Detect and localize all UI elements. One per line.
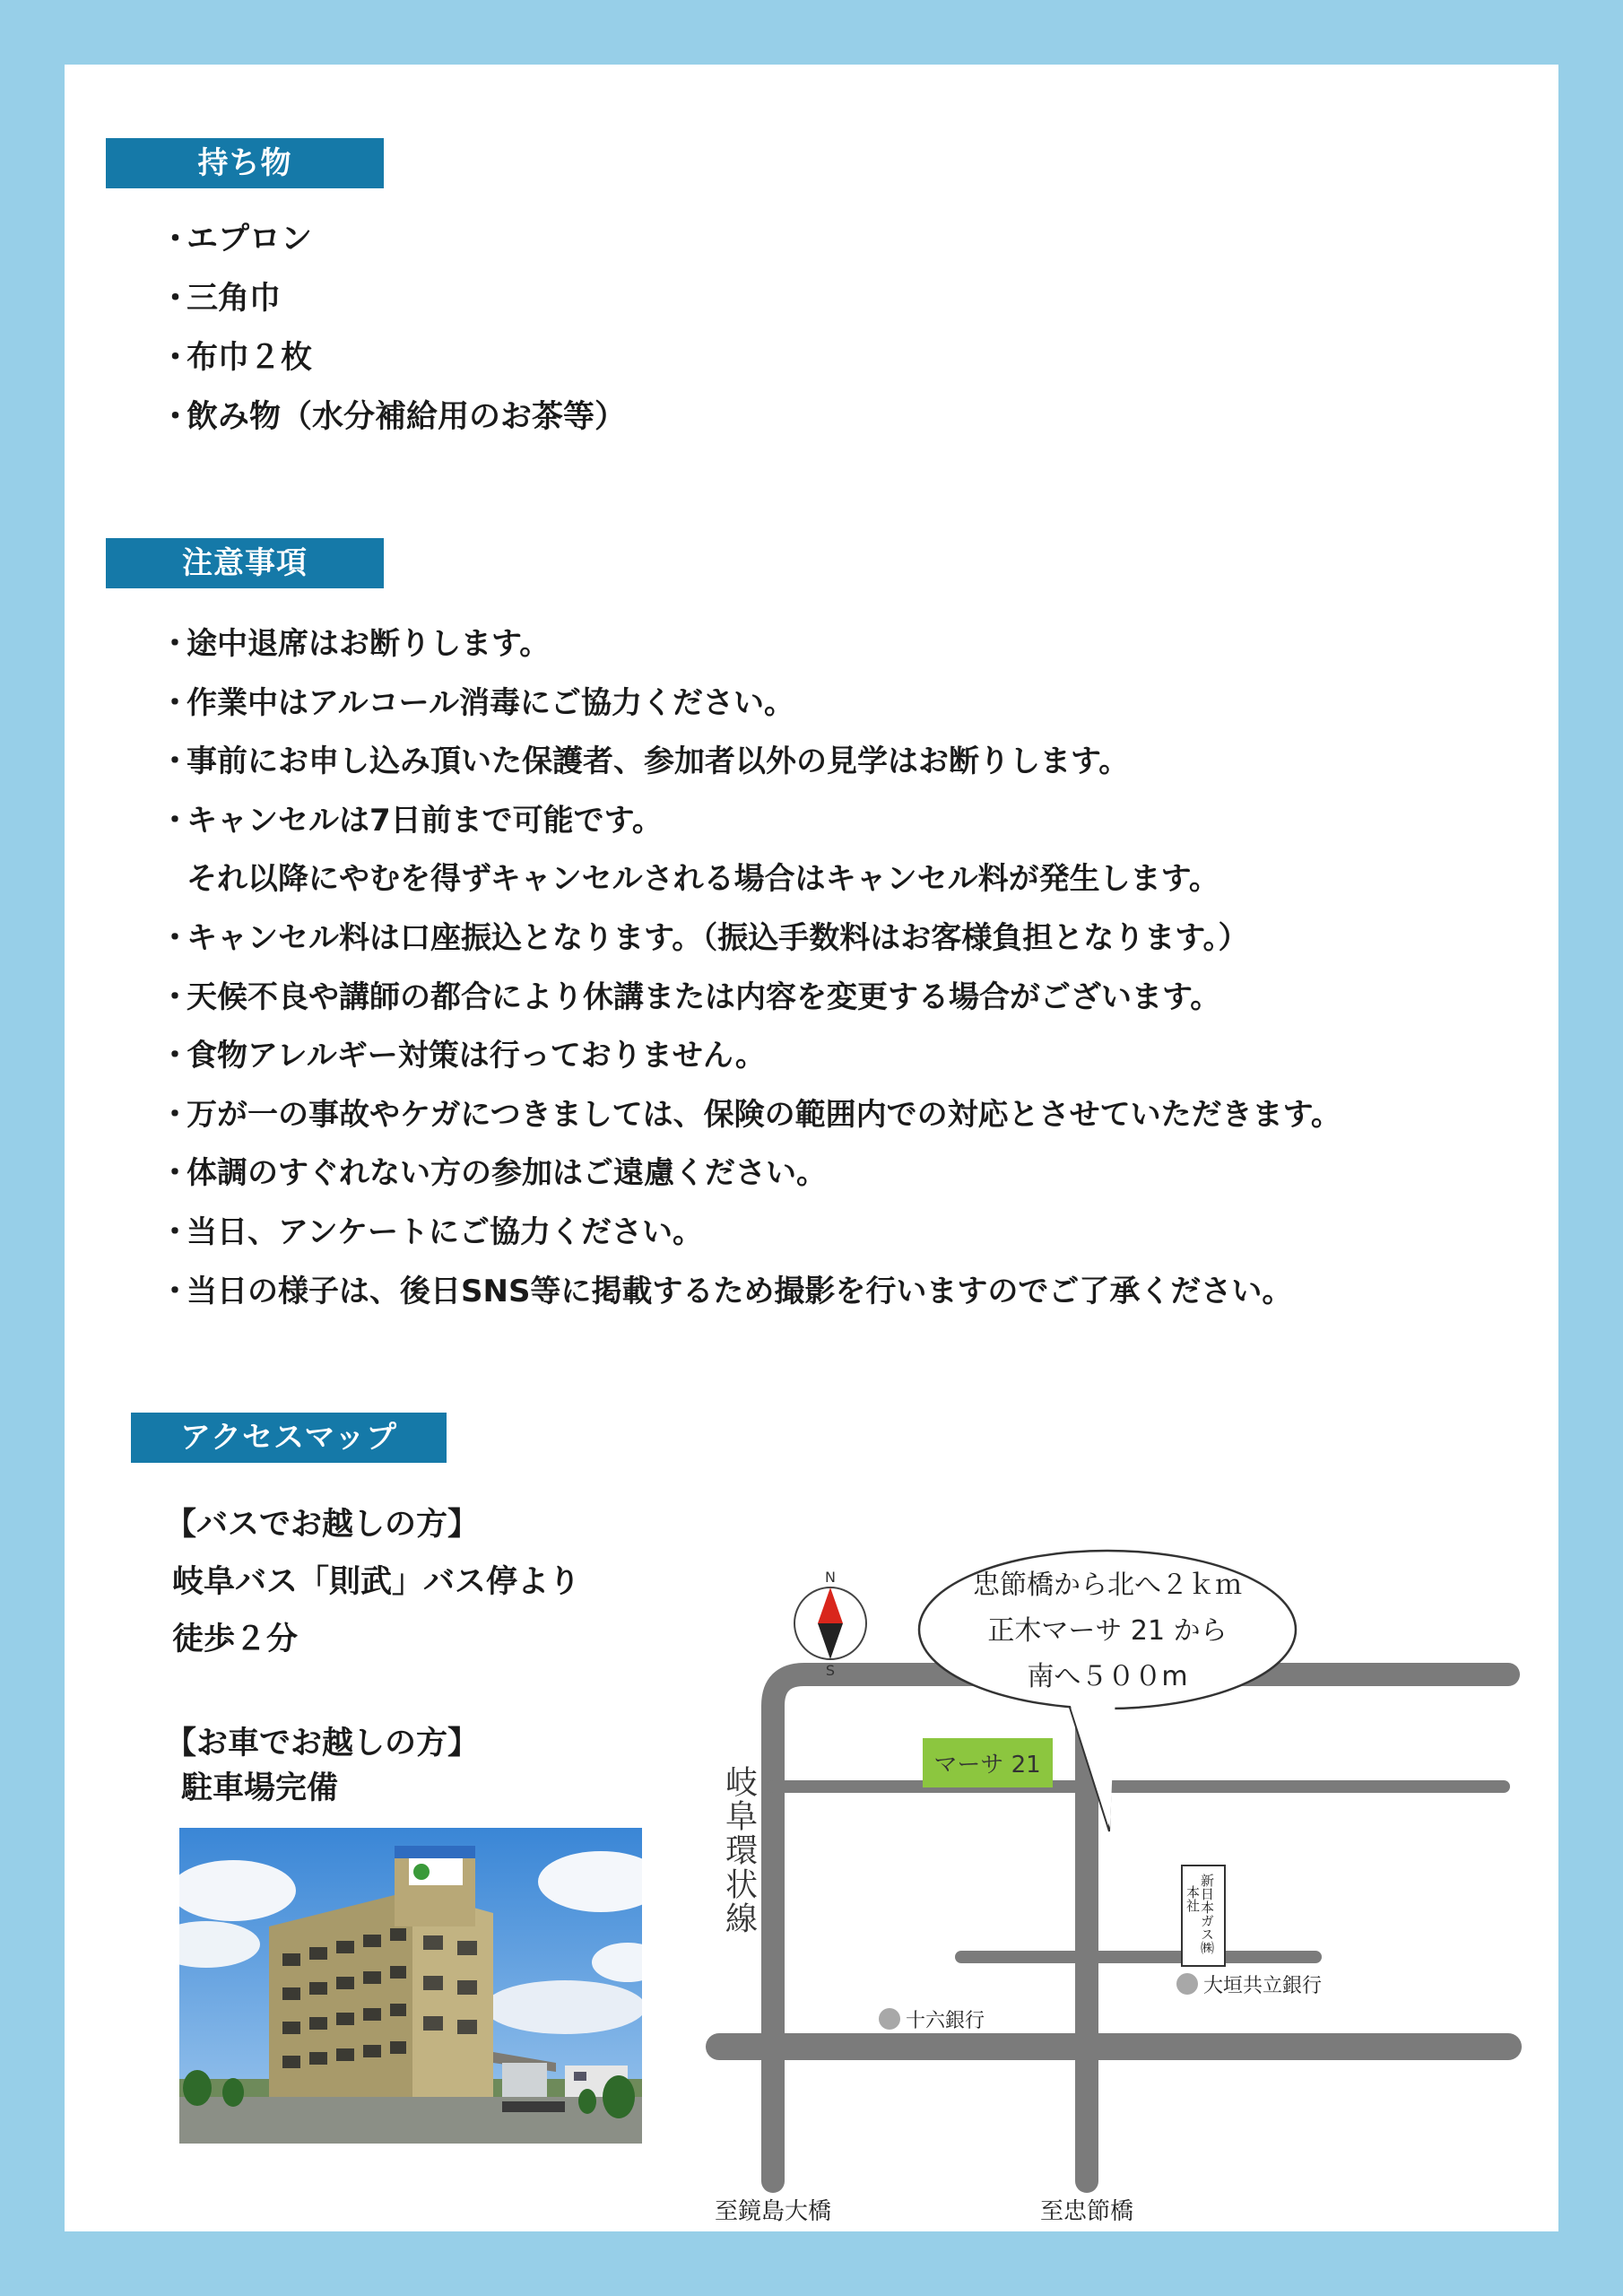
bubble-line-2: 正木マーサ 21 から [987,1615,1228,1647]
car-line-1: 駐車場完備 [181,1770,339,1806]
bullet-dot: ・ [160,802,190,839]
bus-title: 【バスでお越しの方】 [165,1507,480,1543]
list-item [160,1086,1341,1145]
notes-section-header: 注意事項 [106,538,384,588]
list-item [160,1027,1341,1086]
compass-north-label: N [825,1569,836,1586]
bullet-dot: ・ [160,1096,190,1133]
bullet-dot: ・ [160,978,190,1015]
bus-line-1: 岐阜バス「則武」バス停より [172,1564,581,1600]
bullet-dot: ・ [160,1155,190,1192]
list-item-text: 食物アレルギー対策は行っておりません。 [187,1038,766,1074]
list-item [160,1144,1341,1204]
company-label-name: 新日本ガス㈱ [1199,1874,1215,1954]
list-item-text: 当日、アンケートにご協力ください。 [187,1213,703,1250]
list-item-text: 事前にお申し込み頂いた保護者、参加者以外の見学はお断りします。 [187,744,1130,780]
list-item [160,733,1341,792]
list-item [160,387,626,447]
bubble-line-1: 忠節橋から北へ２ｋｍ [973,1570,1242,1601]
company-marker [1182,1866,1225,1966]
marsa21-landmark [923,1738,1053,1787]
bullet-dot: ・ [160,399,192,435]
marsa21-label: マーサ 21 [933,1752,1041,1779]
car-title: 【お車でお越しの方】 [165,1726,480,1761]
building-photo [179,1828,642,2144]
bank-ogaki-label: 大垣共立銀行 [1203,1975,1323,1997]
bullet-dot: ・ [160,626,190,662]
access-map [701,1491,1580,2235]
list-item-text: 万が一の事故やケガにつきましては、保険の範囲内での対応とさせていただきます。 [187,1096,1341,1133]
list-item-text: 当日の様子は、後日SNS等に掲載するため撮影を行いますのでご了承ください。 [187,1273,1293,1309]
destination-right: 至忠節橋 [1039,2198,1134,2225]
list-item-text: 天候不良や講師の都合により休講または内容を変更する場合がございます。 [187,978,1221,1015]
bullet-dot: ・ [160,281,192,317]
list-item-text: キャンセル料は口座振込となります。（振込手数料はお客様負担となります。） [187,919,1249,956]
destination-left: 至鏡島大橋 [714,2198,832,2225]
bus-line-2: 徒歩２分 [172,1622,299,1657]
list-item-text: 布巾２枚 [187,340,313,376]
compass-icon [794,1569,866,1679]
list-item-text: 体調のすぐれない方の参加はご遠慮ください。 [187,1155,827,1192]
list-item-text: 途中退席はお断りします。 [187,626,551,662]
bullet-dot: ・ [160,684,190,721]
items-section-header: 持ち物 [106,138,384,188]
items-list [160,210,626,447]
bullet-dot: ・ [160,1213,190,1250]
bullet-dot: ・ [160,222,192,257]
list-item [160,850,1341,909]
list-item [160,328,626,387]
bank-juroku-label: 十六銀行 [906,2010,985,2032]
list-item-text: 三角巾 [187,281,282,317]
building-photo-image [179,1828,642,2144]
list-item [160,674,1341,734]
road-label: 岐阜環状線 [720,1765,758,1935]
company-label-hq: 本社 [1185,1885,1201,1912]
list-item [160,615,1341,674]
bullet-dot: ・ [160,919,190,956]
bullet-dot: ・ [160,340,192,376]
map-roads [719,1674,1508,2181]
list-item [160,1204,1341,1263]
bullet-dot: ・ [160,744,190,780]
list-item [160,969,1341,1028]
list-item-text: キャンセルは7日前まで可能です。 [187,802,663,839]
list-item [160,1263,1341,1322]
list-item [160,210,626,269]
bullet-dot: ・ [160,1038,190,1074]
compass-south-label: S [825,1662,836,1679]
bank-ogaki-marker [1176,1973,1322,1997]
bubble-line-3: 南へ５００m [1027,1661,1188,1692]
access-directions [165,1496,581,1817]
bullet-dot: ・ [160,1273,190,1309]
notes-list [160,615,1341,1321]
list-item-text: 作業中はアルコール消毒にご協力ください。 [187,684,794,721]
bank-juroku-marker [879,2008,985,2032]
flyer-page [65,65,1558,2231]
access-section-header: アクセスマップ [131,1413,447,1463]
list-item-text: 飲み物（水分補給用のお茶等） [187,399,627,435]
list-item [160,792,1341,851]
list-item-text: それ以降にやむを得ずキャンセルされる場合はキャンセル料が発生します。 [187,861,1219,898]
list-item [160,269,626,328]
list-item-text: エプロン [187,222,313,257]
list-item [160,909,1341,969]
